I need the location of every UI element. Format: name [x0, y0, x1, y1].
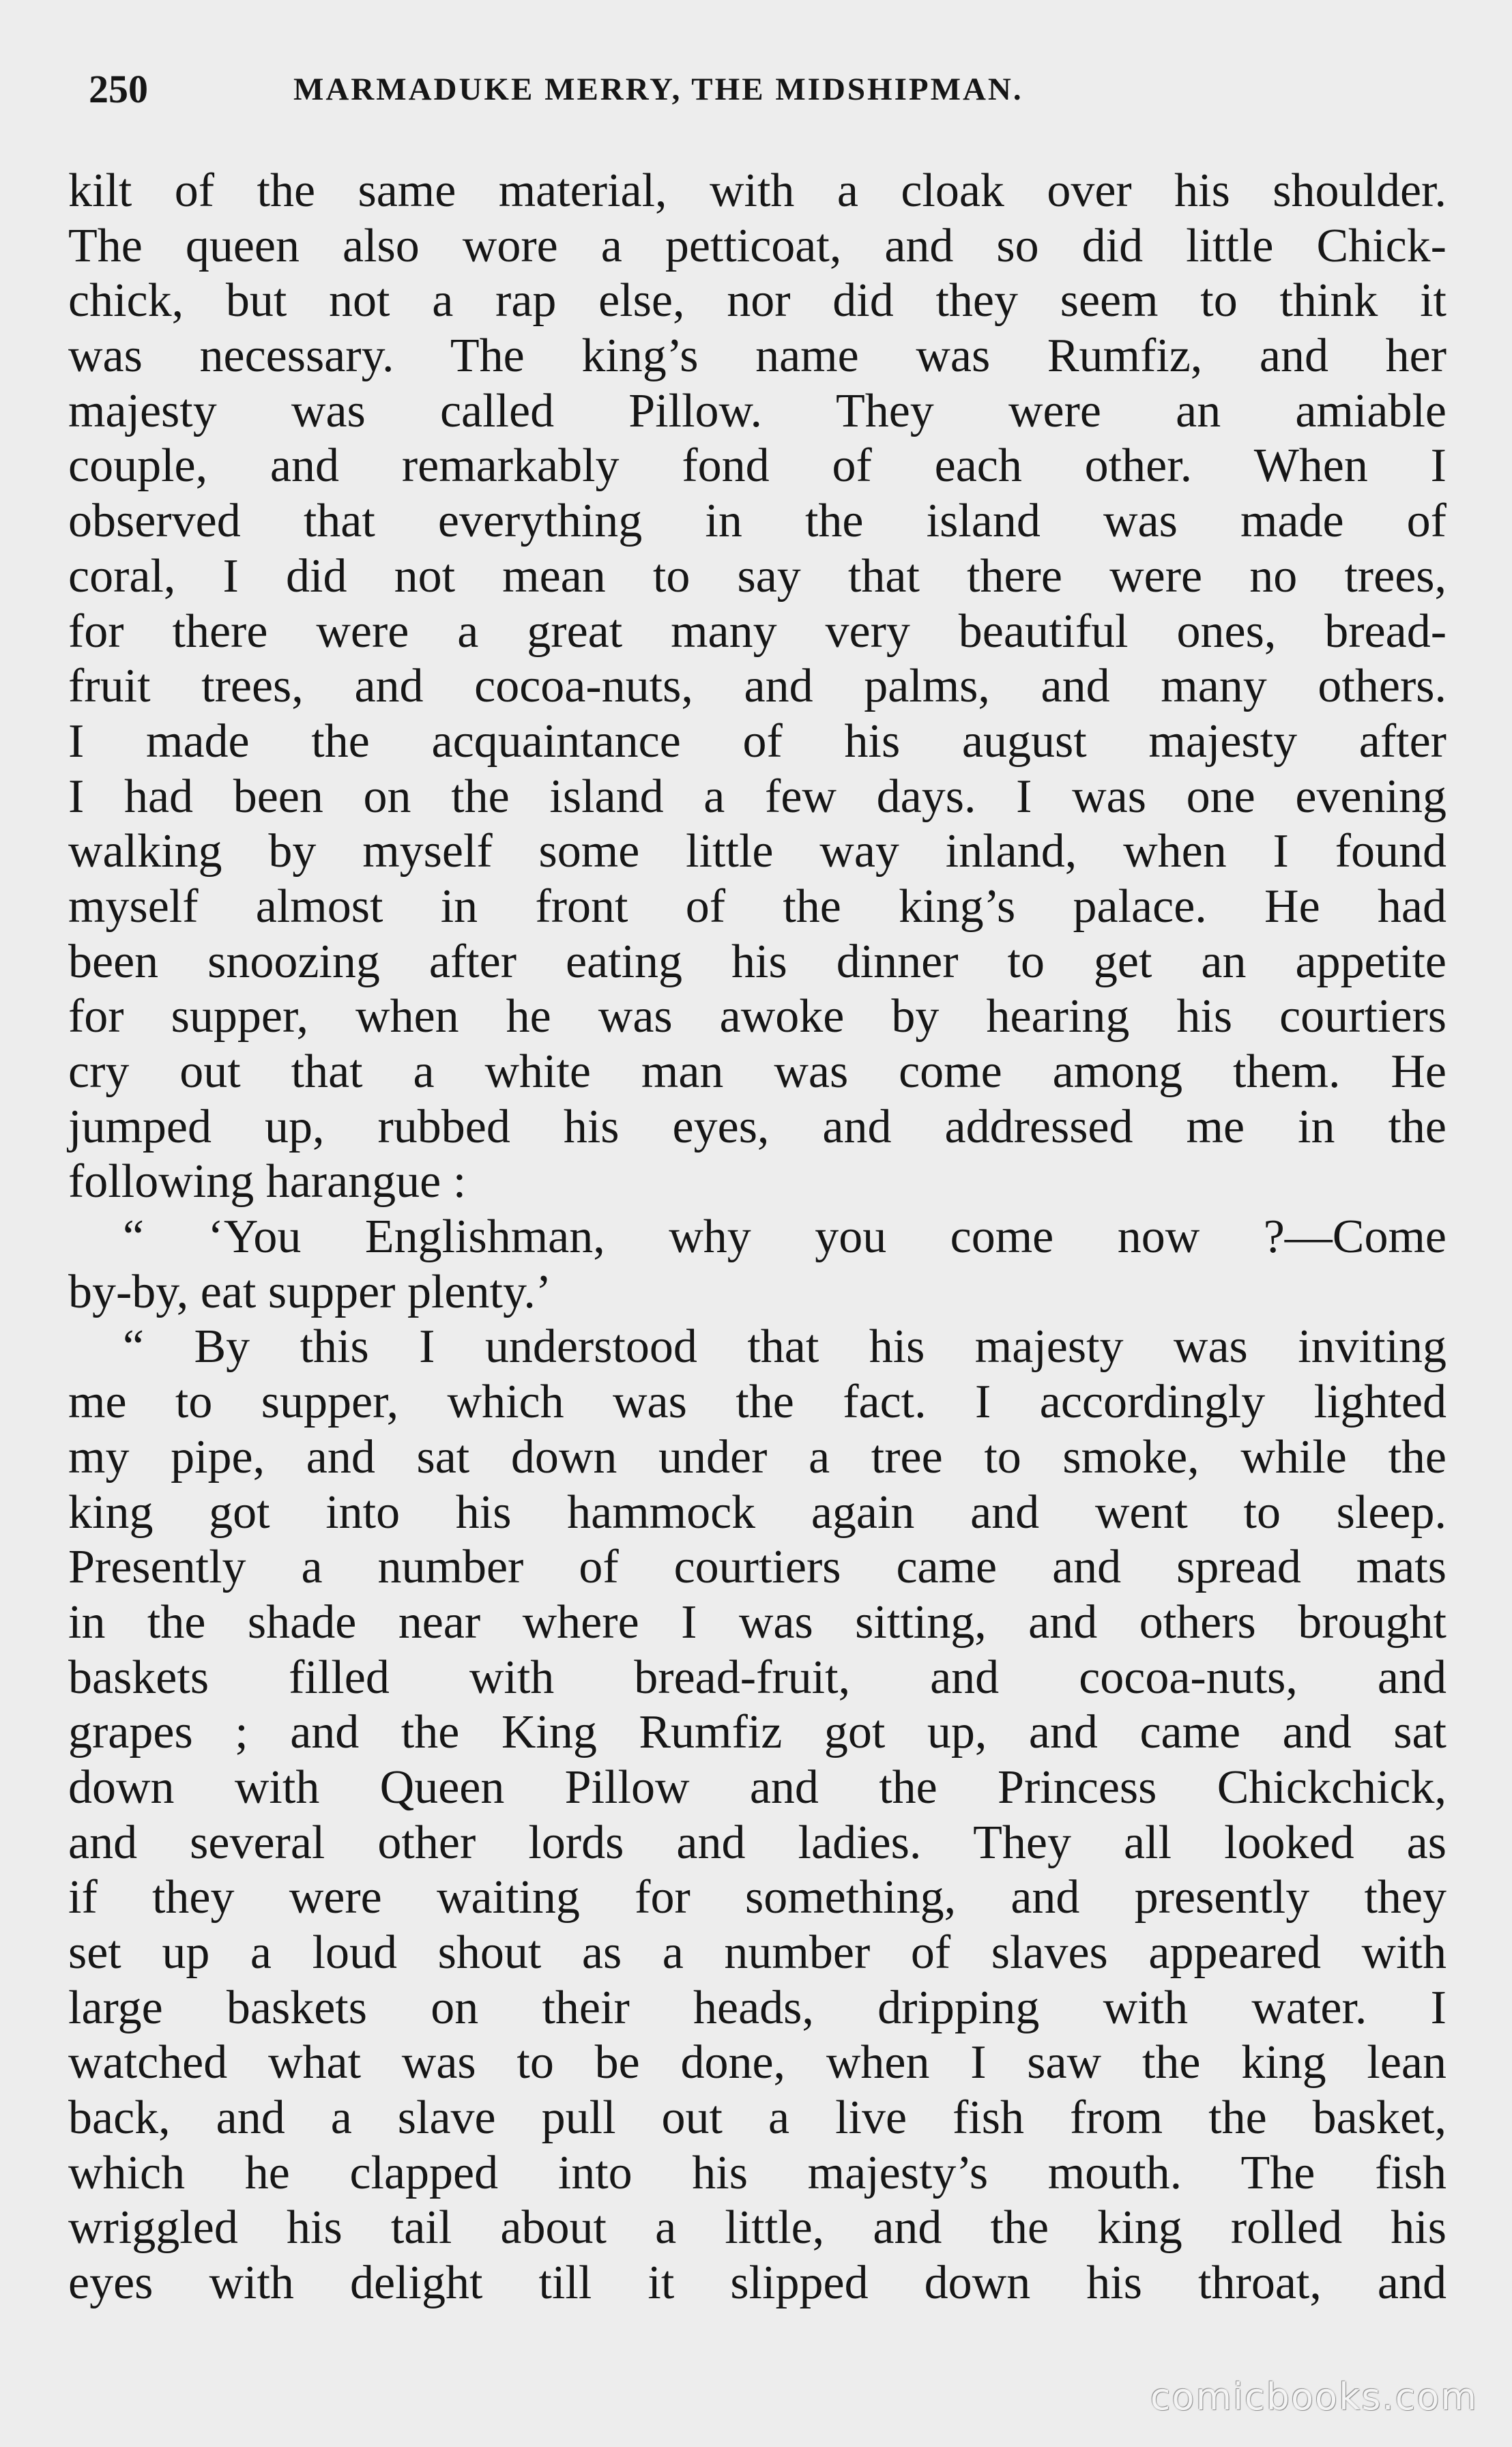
text-line: set up a loud shout as a number of slaves appeared with — [68, 1926, 1446, 1979]
running-head — [89, 59, 1440, 120]
text-line: The queen also wore a petticoat, and so did little Chick- — [68, 219, 1446, 272]
text-line: following harangue : — [68, 1155, 467, 1208]
text-line: for supper, when he was awoke by hearing his courtiers — [68, 990, 1446, 1043]
text-line: by-by, eat supper plenty.’ — [68, 1265, 552, 1318]
text-line: back, and a slave pull out a live fish from the basket, — [68, 2091, 1446, 2145]
text-line: cry out that a white man was come among them. He — [68, 1045, 1446, 1098]
text-line: wriggled his tail about a little, and the king rolled his — [68, 2201, 1446, 2255]
text-line: which he clapped into his majesty’s mouth. The fish — [68, 2146, 1446, 2199]
text-line: grapes ; and the King Rumfiz got up, and came and sat — [68, 1706, 1446, 1759]
text-line: chick, but not a rap else, nor did they seem to think it — [68, 274, 1446, 328]
text-line: eyes with delight till it slipped down his throat, and — [68, 2257, 1446, 2310]
text-line: I made the acquaintance of his august majesty after — [68, 714, 1446, 768]
text-line: if they were waiting for something, and presently they — [68, 1871, 1446, 1924]
text-line: myself almost in front of the king’s palace. He had — [68, 880, 1446, 933]
text-line: for there were a great many very beautiful ones, bread- — [68, 605, 1446, 658]
text-line: majesty was called Pillow. They were an amiable — [68, 384, 1446, 437]
text-line: coral, I did not mean to say that there were no trees, — [68, 549, 1446, 603]
text-line: jumped up, rubbed his eyes, and addressed me in the — [68, 1100, 1446, 1153]
text-line: king got into his hammock again and went to sleep. — [68, 1486, 1446, 1539]
text-line: was necessary. The king’s name was Rumfiz, and her — [68, 330, 1446, 383]
text-line: I had been on the island a few days. I was one evening — [68, 770, 1446, 823]
page-number: 250 — [89, 67, 148, 111]
running-title: MARMADUKE MERRY, THE MIDSHIPMAN. — [293, 72, 1023, 107]
text-line: large baskets on their heads, dripping with water. I — [68, 1981, 1446, 2034]
text-line: walking by myself some little way inland, when I found — [68, 825, 1446, 878]
text-line: fruit trees, and cocoa-nuts, and palms, and many others. — [68, 660, 1446, 713]
text-line: been snoozing after eating his dinner to get an appetite — [68, 935, 1446, 988]
text-line: observed that everything in the island was made of — [68, 495, 1446, 548]
text-line: and several other lords and ladies. They all looked as — [68, 1816, 1446, 1869]
text-line: couple, and remarkably fond of each other. When I — [68, 439, 1446, 493]
text-line: “ ‘You Englishman, why you come now ?—Come — [123, 1211, 1446, 1264]
text-line: down with Queen Pillow and the Princess Chickchick, — [68, 1761, 1446, 1814]
text-line: kilt of the same material, with a cloak over his shoulder. — [68, 164, 1446, 217]
text-line: me to supper, which was the fact. I accordingly lighted — [68, 1376, 1446, 1429]
text-line: baskets filled with bread-fruit, and cocoa-nuts, and — [68, 1651, 1446, 1704]
text-line: my pipe, and sat down under a tree to smoke, while the — [68, 1430, 1446, 1483]
text-line: watched what was to be done, when I saw the king lean — [68, 2036, 1446, 2089]
text-line: Presently a number of courtiers came and spread mats — [68, 1541, 1446, 1594]
text-line: in the shade near where I was sitting, and others brought — [68, 1595, 1446, 1649]
body-text — [68, 164, 1446, 2311]
text-line: “ By this I understood that his majesty was inviting — [123, 1320, 1446, 1374]
watermark: comicbooks.com — [1150, 2375, 1478, 2418]
